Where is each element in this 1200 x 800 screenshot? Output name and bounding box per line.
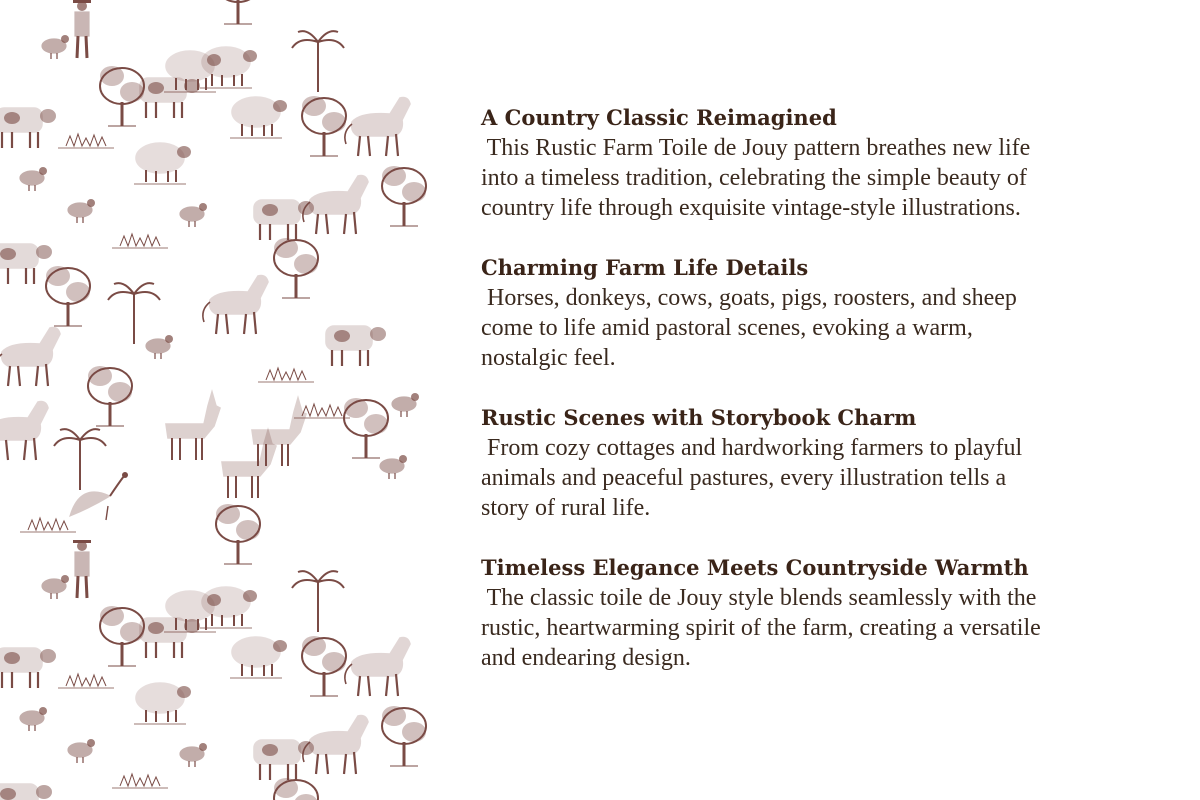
section-heading: Rustic Scenes with Storybook Charm xyxy=(481,405,917,430)
toile-pattern-swatch xyxy=(0,0,430,800)
toile-pattern-illustration xyxy=(0,0,430,800)
section-body-line: and endearing design. xyxy=(481,645,691,671)
section-storybook-charm xyxy=(481,403,1161,523)
description-text-block xyxy=(481,103,1161,703)
section-body-line: This Rustic Farm Toile de Jouy pattern breathes new life xyxy=(481,135,1031,161)
section-body-line: nostalgic feel. xyxy=(481,345,616,371)
section-country-classic xyxy=(481,103,1161,223)
section-body-line: into a timeless tradition, celebrating the simple beauty of xyxy=(481,165,1027,191)
section-body-line: story of rural life. xyxy=(481,495,651,521)
section-heading: A Country Classic Reimagined xyxy=(481,105,837,130)
section-body-line: animals and peaceful pastures, every illustration tells a xyxy=(481,465,1007,491)
section-body-line: From cozy cottages and hardworking farmers to playful xyxy=(481,435,1023,461)
section-body-line: The classic toile de Jouy style blends seamlessly with the xyxy=(481,585,1037,611)
section-body-line: rustic, heartwarming spirit of the farm, creating a versatile xyxy=(481,615,1041,641)
section-heading: Charming Farm Life Details xyxy=(481,255,809,280)
section-body-line: Horses, donkeys, cows, goats, pigs, roosters, and sheep xyxy=(481,285,1017,311)
section-body-line: come to life amid pastoral scenes, evoking a warm, xyxy=(481,315,973,341)
section-heading: Timeless Elegance Meets Countryside Warmth xyxy=(481,555,1029,580)
section-timeless-elegance xyxy=(481,553,1161,673)
section-farm-life-details xyxy=(481,253,1161,373)
section-body-line: country life through exquisite vintage-style illustrations. xyxy=(481,195,1021,221)
